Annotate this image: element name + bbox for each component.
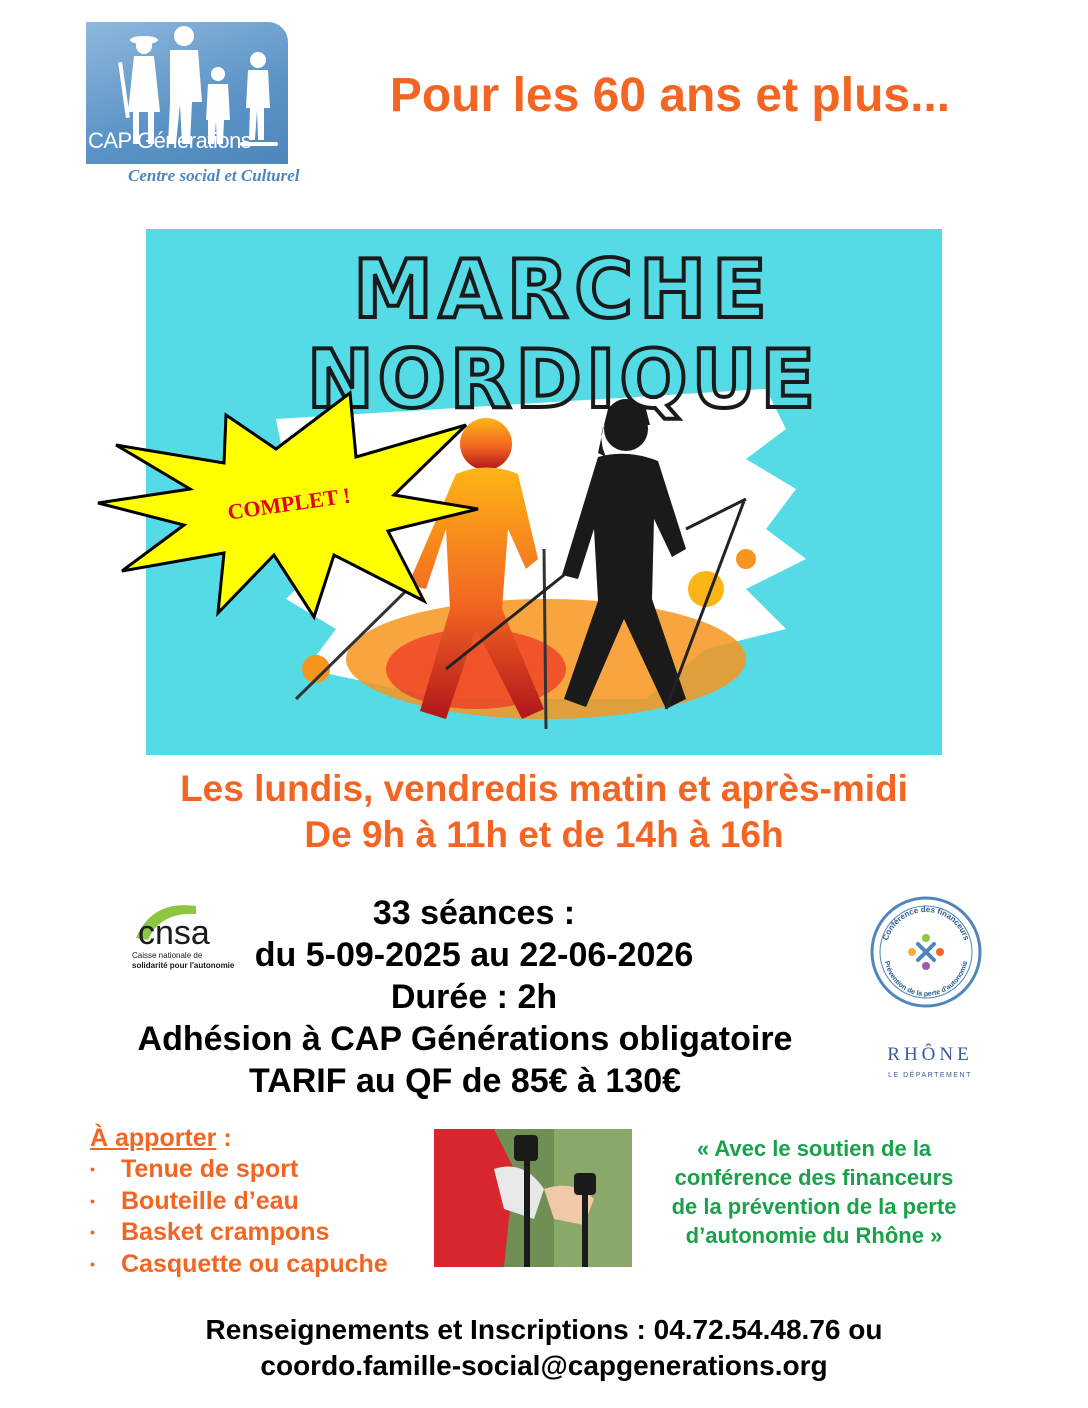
price-range: TARIF au QF de 85€ à 130€ [248,1062,682,1100]
bring-heading [90,1122,450,1154]
sessions-count: 33 séances : [372,894,576,932]
cnsa-line-1: Caisse nationale de [132,951,203,960]
support-statement [636,1134,992,1250]
cnsa-line-2: solidarité pour l'autonomie [132,961,235,970]
cnsa-name: cnsa [138,914,210,952]
support-line-3: de la prévention de la perte [671,1194,957,1219]
course-details [60,892,870,1102]
support-line-4: d’autonomie du Rhône » [685,1223,943,1248]
nordic-poles-photo [434,1129,632,1267]
bring-list [90,1154,450,1280]
support-line-2: conférence des financeurs [674,1165,954,1190]
contact-phone-line: Renseignements et Inscriptions : 04.72.54.48.76 ou [205,1314,883,1345]
schedule-days: Les lundis, vendredis matin et après-midi [180,768,908,809]
list-item: • Casquette ou capuche [90,1249,450,1281]
bring-list-block [90,1122,450,1280]
conference-financeurs-logo [868,894,984,1010]
rhone-name: RHÔNE [887,1044,973,1065]
logo-name: CAP Générations [88,128,252,153]
schedule-block [60,766,1028,858]
rhone-departement-logo [870,1044,990,1079]
schedule-hours: De 9h à 11h et de 14h à 16h [304,814,784,855]
logo-subtitle: Centre social et Culturel [128,166,300,185]
conference-arc-top: Conférence des financeurs [880,904,972,942]
list-item: • Bouteille d’eau [90,1186,450,1218]
session-dates: du 5-09-2025 au 22-06-2026 [254,936,694,974]
conference-arc-bottom: Prévention de la perte d'autonomie [882,960,970,999]
rhone-subtitle: LE DÉPARTEMENT [888,1072,972,1079]
list-item: • Basket crampons [90,1217,450,1249]
membership-requirement: Adhésion à CAP Générations obligatoire [137,1020,793,1058]
title-line-2: NORDIQUE [306,333,820,426]
walking-poles-photo-icon [434,1129,632,1267]
contact-block [60,1312,1028,1384]
title-line-1: MARCHE [353,243,773,336]
contact-email[interactable]: coordo.famille-social@capgenerations.org [260,1350,828,1381]
bring-colon: : [216,1124,232,1152]
complet-starburst-badge [94,385,484,625]
support-line-1: « Avec le soutien de la [696,1136,932,1161]
session-duration: Durée : 2h [390,978,558,1016]
list-item: • Tenue de sport [90,1154,450,1186]
bring-title: À apporter [90,1124,217,1152]
page-headline: Pour les 60 ans et plus... [389,69,951,122]
complet-label: COMPLET ! [225,482,352,525]
